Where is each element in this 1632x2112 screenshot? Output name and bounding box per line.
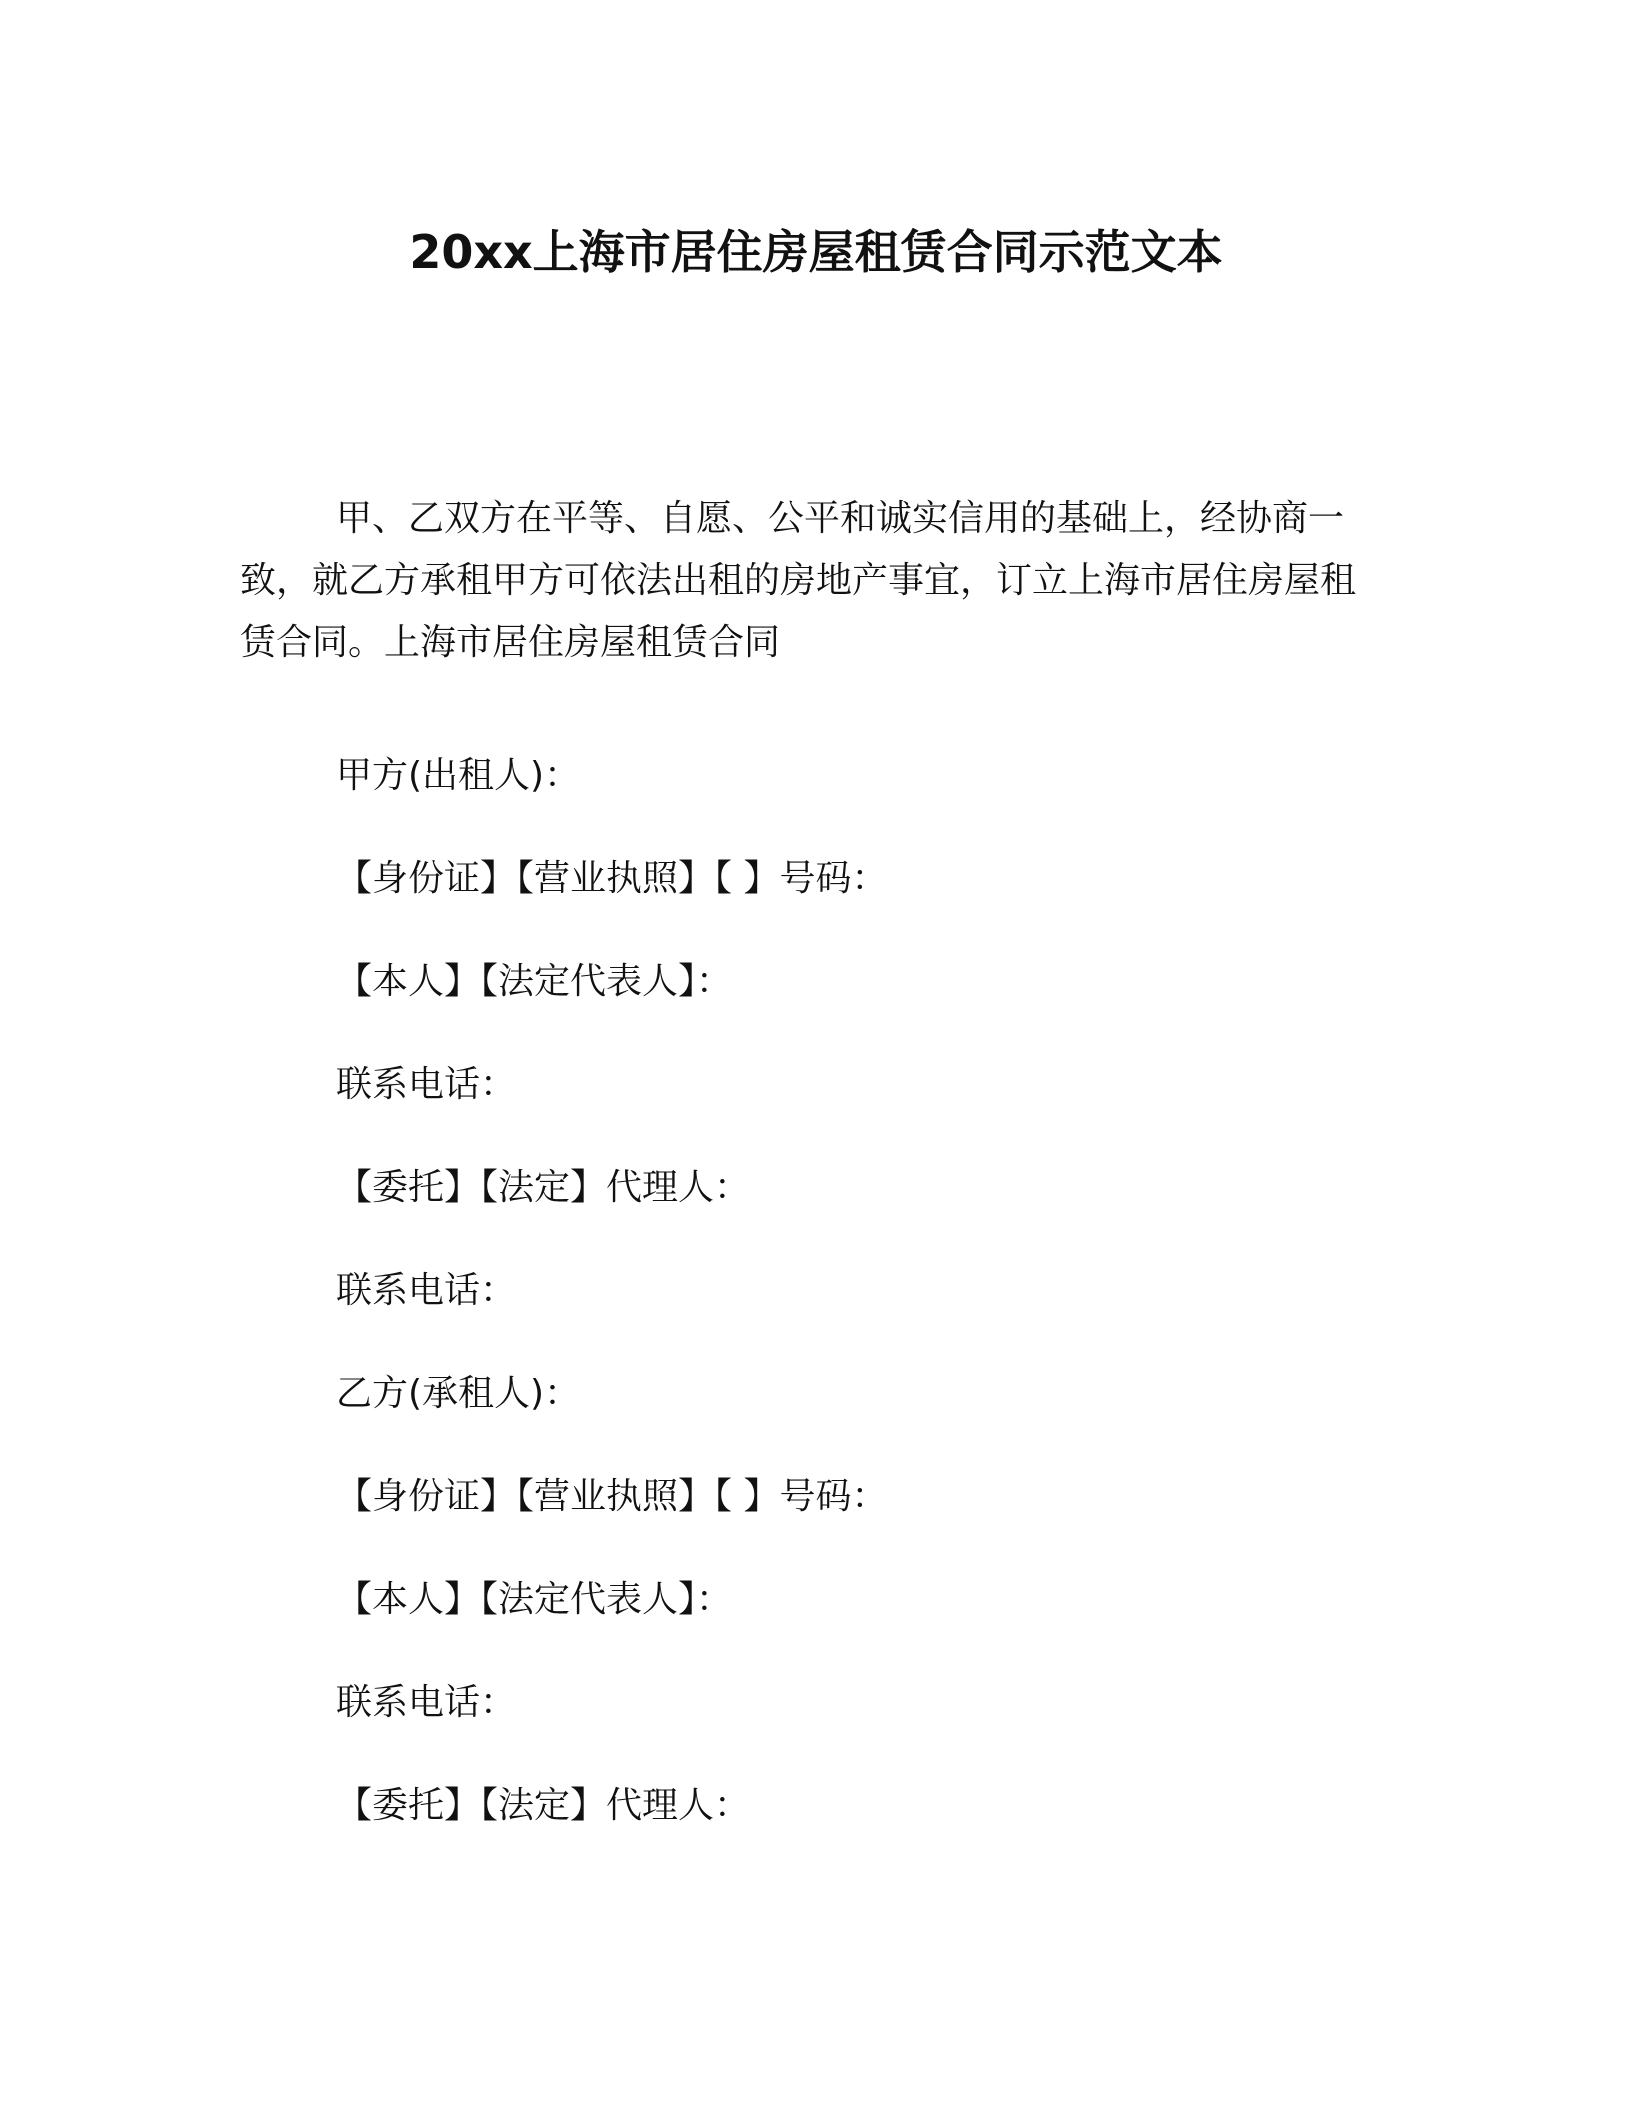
party-b-representative: 【本人】【法定代表人】： bbox=[336, 1579, 733, 1620]
document-title: 20xx上海市居住房屋租赁合同示范文本 bbox=[409, 225, 1223, 279]
party-b-id-line: 【身份证】【营业执照】【 】号码： bbox=[336, 1476, 888, 1517]
party-a-id-line: 【身份证】【营业执照】【 】号码： bbox=[336, 858, 888, 899]
party-a-heading: 甲方(出租人)： bbox=[336, 755, 581, 796]
intro-paragraph: 甲、乙双方在平等、自愿、公平和诚实信用的基础上，经协商一致，就乙方承租甲方可依法出租的房地产事宜，订立上海市居住房屋租赁合同。上海市居住房屋租赁合同 bbox=[240, 498, 1357, 663]
party-a-agent: 【委托】【法定】代理人： bbox=[336, 1167, 751, 1208]
party-b-agent: 【委托】【法定】代理人： bbox=[336, 1785, 751, 1826]
party-a-phone-2: 联系电话： bbox=[336, 1270, 517, 1311]
party-a-phone-1: 联系电话： bbox=[336, 1064, 517, 1105]
party-b-heading: 乙方(承租人)： bbox=[336, 1373, 581, 1414]
party-b-phone-1: 联系电话： bbox=[336, 1682, 517, 1723]
party-a-representative: 【本人】【法定代表人】： bbox=[336, 961, 733, 1002]
